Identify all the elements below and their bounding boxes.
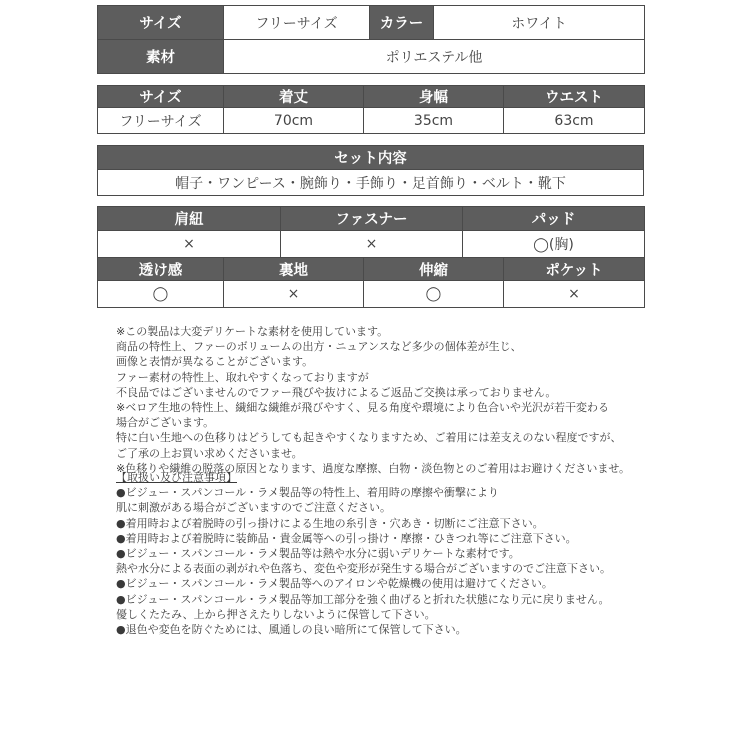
- care-line: ●着用時および着脱時に装飾品・貴金属等への引っ掛け・摩擦・ひきつれ等にご注意下さい。: [116, 531, 577, 545]
- care-line: 優しくたたみ、上から押さえたりしないように保管して下さい。: [116, 607, 436, 621]
- feature-value-pad: ◯(胸): [463, 231, 645, 258]
- care-line: ●退色や変色を防ぐためには、風通しの良い暗所にて保管して下さい。: [116, 623, 467, 637]
- feature-value-zipper: ×: [281, 231, 463, 258]
- care-line: 熱や水分による表面の剥がれや色落ち、変色や変形が発生する場合がございますのでご注意下さい。: [116, 562, 611, 576]
- note-line: 特に白い生地への色移りはどうしても起きやすくなりますため、ご着用には差支えのない程度ですが、: [116, 431, 622, 445]
- set-contents-header: セット内容: [98, 146, 644, 170]
- color-label: カラー: [370, 6, 434, 40]
- care-title: 【取扱い及び注意事項】: [116, 471, 237, 484]
- feature-value-stretch: ◯: [364, 281, 504, 308]
- note-line: 商品の特性上、ファーのボリュームの出方・ニュアンスなど多少の個体差が生じ、: [116, 340, 522, 354]
- feature-header-lining: 裏地: [224, 258, 364, 281]
- feature-value-pocket: ×: [504, 281, 645, 308]
- feature-header-zipper: ファスナー: [281, 207, 463, 231]
- measure-header-waist: ウエスト: [504, 86, 645, 108]
- feature-value-strap: ×: [98, 231, 281, 258]
- measure-value-size: フリーサイズ: [98, 108, 224, 134]
- product-notes: [116, 324, 676, 476]
- size-value: フリーサイズ: [224, 6, 370, 40]
- care-line: ●ビジュー・スパンコール・ラメ製品等の特性上、着用時の摩擦や衝撃により: [116, 486, 499, 500]
- measurements-table: [97, 85, 645, 134]
- note-line: ※ベロア生地の特性上、繊細な繊維が飛びやすく、見る角度や環境により色合いや光沢が若干変わる: [116, 401, 609, 415]
- note-line: ※この製品は大変デリケートな素材を使用しています。: [116, 325, 389, 338]
- care-line: ●ビジュー・スパンコール・ラメ製品等加工部分を強く曲げると折れた状態になり元に戻りません。: [116, 592, 610, 606]
- feature-header-pad: パッド: [463, 207, 645, 231]
- measure-value-waist: 63cm: [504, 108, 645, 134]
- note-line: 場合がございます。: [116, 416, 215, 430]
- features-table-2: [97, 257, 645, 308]
- feature-header-strap: 肩紐: [98, 207, 281, 231]
- note-line: ご了承の上お買い求めくださいませ。: [116, 446, 303, 460]
- feature-header-pocket: ポケット: [504, 258, 645, 281]
- measure-header-width: 身幅: [364, 86, 504, 108]
- set-contents-table: [97, 145, 644, 196]
- care-line: ●ビジュー・スパンコール・ラメ製品等は熱や水分に弱いデリケートな素材です。: [116, 547, 520, 561]
- features-table-1: [97, 206, 645, 258]
- care-line: 肌に刺激がある場合がございますのでご注意ください。: [116, 501, 391, 515]
- material-value: ポリエステル他: [224, 40, 645, 74]
- measure-value-width: 35cm: [364, 108, 504, 134]
- note-line: 画像と表情が異なることがございます。: [116, 355, 314, 369]
- measure-header-length: 着丈: [224, 86, 364, 108]
- color-value: ホワイト: [434, 6, 645, 40]
- feature-header-stretch: 伸縮: [364, 258, 504, 281]
- note-line: 不良品ではございませんのでファー飛びや抜けによるご返品ご交換は承っておりません。: [116, 385, 557, 399]
- measure-header-size: サイズ: [98, 86, 224, 108]
- care-line: ●ビジュー・スパンコール・ラメ製品等へのアイロンや乾燥機の使用は避けてください。: [116, 577, 553, 591]
- size-label: サイズ: [98, 6, 224, 40]
- note-line: ※色移りや繊維の脱落の原因となります、過度な摩擦、白物・淡色物とのご着用はお避けくださいませ。: [116, 461, 631, 475]
- care-line: ●着用時および着脱時の引っ掛けによる生地の糸引き・穴あき・切断にご注意下さい。: [116, 516, 544, 530]
- feature-value-lining: ×: [224, 281, 364, 308]
- note-line: ファー素材の特性上、取れやすくなっておりますが: [116, 370, 369, 384]
- care-instructions: [116, 470, 676, 637]
- set-contents-value: 帽子・ワンピース・腕飾り・手飾り・足首飾り・ベルト・靴下: [98, 170, 644, 196]
- feature-value-sheer: ◯: [98, 281, 224, 308]
- material-label: 素材: [98, 40, 224, 74]
- measure-value-length: 70cm: [224, 108, 364, 134]
- basic-info-table: [97, 5, 645, 74]
- feature-header-sheer: 透け感: [98, 258, 224, 281]
